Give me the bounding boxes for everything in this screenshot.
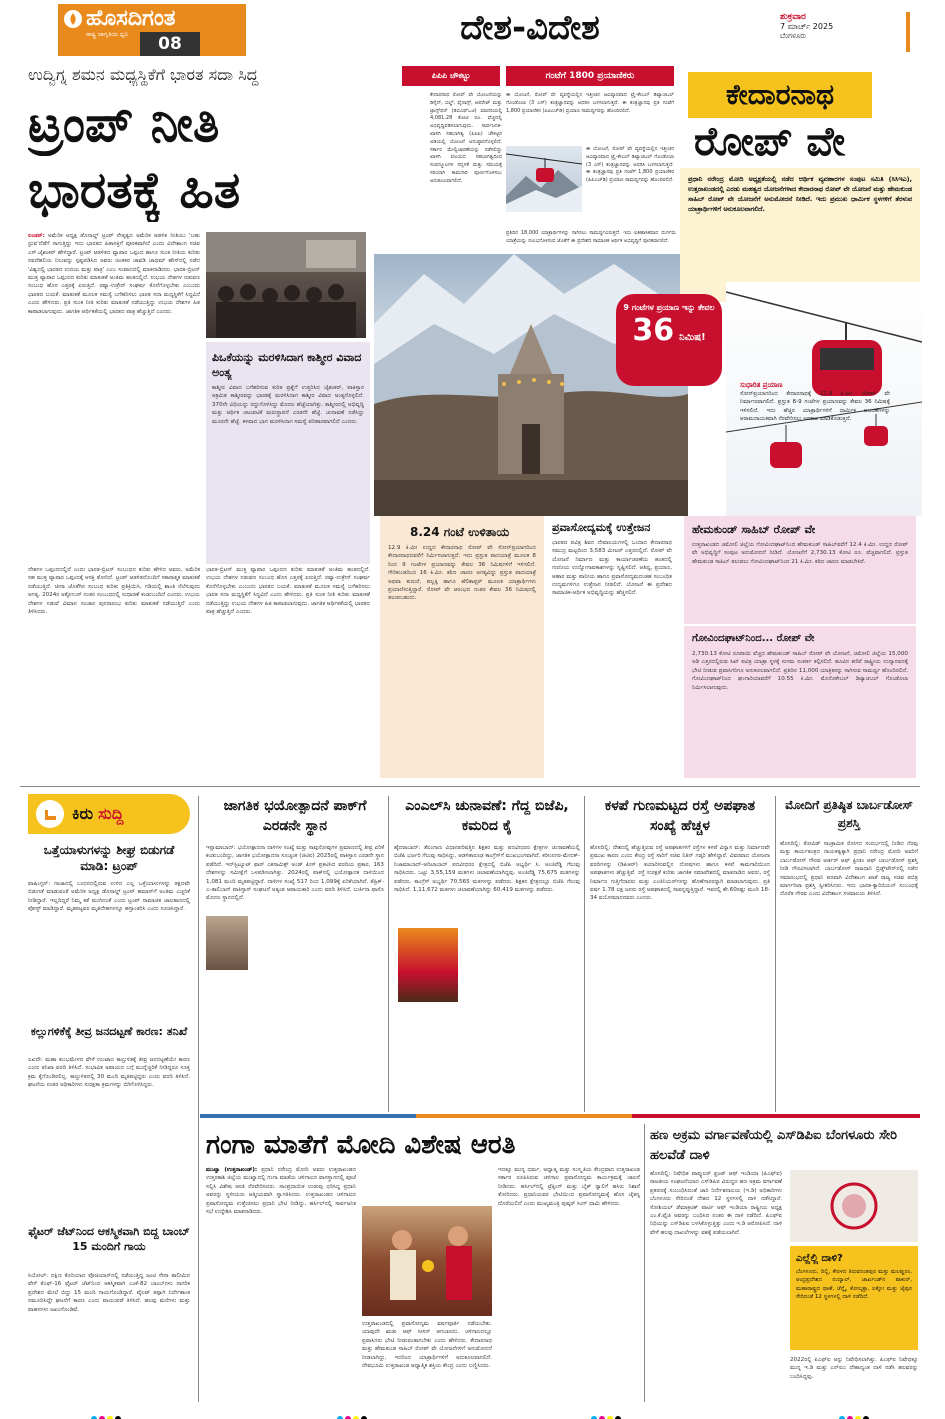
date-block: [780, 12, 910, 52]
ganga-aarti-col1: [206, 1166, 356, 1398]
lead-body-text-3: ದೇಶಗಳ ಒಪ್ಪಂದದಲ್ಲಿದೆ ಎಂದು ಭಾರತ-ಬ್ರಿಟನ್ ಸಂಬಂಧದ ಕುರಿತು ಹೇಳಿದ ಅವರು, ಅಮೆರಿಕ ಸಹ ಮುಕ್ತ ವ್ಯಾಪಾರ ಒಪ್ಪಂದಕ್ಕೆ ಆಸಕ್ತಿ ತೋರಿದೆ. ಟ್ರಂಪ್ ಆಡಳಿತದೊಂದಿಗೆ ಸಕಾರಾತ್ಮಕ ಮಾತುಕತೆ ನಡೆಯುತ್ತಿದೆ. ಚೀನಾ ಜೊತೆಗಿನ ಸಂಬಂಧ ಕುರಿತು ಪ್ರತಿಕ್ರಿಯಿಸಿ, ಗಡಿಯಲ್ಲಿ ಶಾಂತಿ ನೆಲೆಸುವುದು ಅಗತ್ಯ. 2024ರ ಅಕ್ಟೋಬರ್ ನಂತರ ಸಂಬಂಧದಲ್ಲಿ ಸುಧಾರಣೆ ಕಂಡುಬಂದಿದೆ ಎಂದರು. ಉಭಯ ದೇಶಗಳ ನಡುವೆ ವಿಮಾನ ಸಂಚಾರ ಪುನರಾರಂಭ ಕುರಿತು ಮಾತುಕತೆ ನಡೆಯುತ್ತಿದೆ ಎಂದು ತಿಳಿಸಿದರು.: [28, 567, 200, 616]
lead-body-text-4: ಭಾರತ-ಬ್ರಿಟನ್ ಮುಕ್ತ ವ್ಯಾಪಾರ ಒಪ್ಪಂದದ ಕುರಿತು ಮಾತುಕತೆ ಅಂತಿಮ ಹಂತದಲ್ಲಿದೆ. ಉಭಯ ದೇಶಗಳ ನಡುವಣ ಸಂಬಂಧ ಹೊಸ ಎತ್ತರಕ್ಕೆ ಏರುತ್ತಿದೆ. ರಷ್ಯಾ-ಉಕ್ರೇನ್ ಸಂಘರ್ಷ ಕೊನೆಗೊಳ್ಳಬೇಕು ಎಂಬುದು ಭಾರತದ ಬಯಕೆ. ಮಾತುಕತೆ ಮೂಲಕ ಸಮಸ್ಯೆ ಬಗೆಹರಿಸಲು ಭಾರತ ಸದಾ ಮಧ್ಯಸ್ಥಿಕೆಗೆ ಸಿದ್ಧವಿದೆ ಎಂದು ಹೇಳಿದರು. ಪ್ರತಿ ಸುಂಕ ನೀತಿ ಕುರಿತು ಮಾತುಕತೆ ನಡೆಯುತ್ತಿದ್ದು ಉಭಯ ದೇಶಗಳ ಹಿತ ಕಾಪಾಡಲಾಗುವುದು. ಜಾಗತಿಕ ಆರ್ಥಿಕತೆಯಲ್ಲಿ ಭಾರತದ ಪಾತ್ರ ಹೆಚ್ಚುತ್ತಿದೆ ಎಂದರು.: [206, 567, 370, 616]
bomb-body: ಸಿಯೋಲ್: ದಕ್ಷಿಣ ಕೊರಿಯಾದ ಪೊಚಿಯಾನ್‌ನಲ್ಲಿ ನಡೆಯುತ್ತಿದ್ದ ಜಂಟಿ ಸೇನಾ ತಾಲೀಮಿನ ವೇಳೆ ಕೆಎಫ್-16 ಫೈಟರ್ ಜೆಟ್‌ನಿಂದ ಆಕಸ್ಮಿಕವಾಗಿ ಎಂಕೆ-82 ಬಾಂಬ್‌ಗಳು ನಾಗರಿಕ ಪ್ರದೇಶದ ಮೇಲೆ ಬಿದ್ದು 15 ಮಂದಿ ಗಾಯಗೊಂಡಿದ್ದಾರೆ. ಪೈಲಟ್ ತಪ್ಪಾಗಿ ನಿರ್ದೇಶಾಂಕ ನಮೂದಿಸಿದ್ದೇ ಘಟನೆಗೆ ಕಾರಣ ಎಂದು ವಾಯುಪಡೆ ತಿಳಿಸಿದೆ. ಹಲವು ಮನೆಗಳು ಮತ್ತು ವಾಹನಗಳು ಜಖಂಗೊಂಡಿವೆ.: [28, 1273, 190, 1313]
ganga-aarti-headline: ಗಂಗಾ ಮಾತೆಗೆ ಮೋದಿ ವಿಶೇಷ ಆರತಿ: [206, 1130, 516, 1160]
kedarnath-headline-2: ರೋಪ್ ವೇ: [694, 119, 846, 165]
lead-body-col3: [206, 566, 370, 776]
kashmir-body: ಕಾಶ್ಮೀರ ವಿವಾದ ಬಗೆಹರಿಸುವ ಕುರಿತ ಪ್ರಶ್ನೆಗೆ ಉತ್ತರಿಸಿದ ಜೈಶಂಕರ್, ಪಾಕಿಸ್ತಾನ ಆಕ್ರಮಿತ ಕಾಶ್ಮೀರವನ್ನು ಭಾರತಕ್ಕೆ ಮರಳಿಸಿದಾಗ ಕಾಶ್ಮೀರ ವಿವಾದ ಅಂತ್ಯಗೊಳ್ಳಲಿದೆ. 370ನೇ ವಿಧಿಯನ್ನು ರದ್ದುಗೊಳಿಸಿದ್ದು ಮೊದಲ ಹೆಜ್ಜೆಯಾಗಿತ್ತು. ಕಾಶ್ಮೀರದಲ್ಲಿ ಅಭಿವೃದ್ಧಿ ಮತ್ತು ಆರ್ಥಿಕ ಚಟುವಟಿಕೆ ಮರುಸ್ಥಾಪನೆ ಎರಡನೇ ಹೆಜ್ಜೆ. ಚುನಾವಣೆ ನಡೆಸಿದ್ದು ಮೂರನೇ ಹೆಜ್ಜೆ. ಕಳವಾದ ಭಾಗ ಮರಳಿಸಿದಾಗ ಸಮಸ್ಯೆ ಪರಿಹಾರವಾಗಲಿದೆ ಎಂದರು.: [212, 385, 364, 425]
capacity-tag-label: ಗಂಟೆಗೆ 1800 ಪ್ರಯಾಣಿಕರು: [545, 71, 635, 81]
divider-col-4: [775, 796, 776, 1112]
hostages-headline: ಒತ್ತೆಯಾಳುಗಳನ್ನು ಶೀಘ್ರ ಬಿಡುಗಡೆ ಮಾಡಿ: ಟ್ರಂಪ್: [43, 843, 175, 873]
travel-time-unit: ನಿಮಿಷ!: [679, 332, 706, 343]
improved-travel-body: ಸೋನ್‌ಪ್ರಯಾಗದಿಂದ ಕೇದಾರನಾಥಕ್ಕೆ 12.9 ಕಿ.ಮೀ. ರೋಪ್ ವೇ ನಿರ್ಮಾಣವಾಗಲಿದೆ. ಪ್ರಸ್ತುತ 8-9 ಗಂಟೆಗಳ ಪ್ರಯಾಣವನ್ನು ಕೇವಲ 36 ನಿಮಿಷಕ್ಕೆ ಇಳಿಸಲಿದೆ. ಇದು ಹೆಚ್ಚಿನ ಯಾತ್ರಾರ್ಥಿಗಳಿಗೆ ಧಾರ್ಮಿಕ ಆಚರಣೆಗಳನ್ನು ಆರಾಮದಾಯಕವಾಗಿ ನೆರವೇರಿಸಲು ಅವಕಾಶ ಮಾಡಿಕೊಡುತ್ತದೆ.: [740, 391, 890, 423]
kedarnath-col2: ಈ ಯೋಜನೆ, ರೋಪ್ ವೇ ವ್ಯವಸ್ಥೆಯಲ್ಲಿನ ಇತ್ತೀಚಿನ ಆವಿಷ್ಕಾರವಾದ ಟ್ರೈ-ಕೇಬಲ್ ಡಿಟ್ಯಾಚಬಲ್ ಗೊಂಡೊಲಾ (3 ಎಸ್) ತಂತ್ರಜ್ಞಾನವನ್ನು ಆಧರಿಸಿ ಬಳಸಲಾಗುತ್ತದೆ. ಈ ತಂತ್ರಜ್ಞಾನವು ಪ್ರತಿ ಗಂಟೆಗೆ 1,800 ಪ್ರಯಾಣಿಕರ (ಪಿಪಿಎಚ್‌ಡಿ) ಪ್ರಯಾಣ ಸಾಮರ್ಥ್ಯವನ್ನು ಹೊಂದಿರಲಿದೆ.: [506, 92, 674, 114]
divider-col-5: [644, 1124, 645, 1402]
divider-col-2: [388, 796, 389, 1112]
barbados-award-headline: ಮೋದಿಗೆ ಪ್ರತಿಷ್ಠಿತ ಬಾರ್ಬಡೋಸ್ ಪ್ರಶಸ್ತಿ: [785, 798, 913, 830]
road-accident-headline: ಕಳಪೆ ಗುಣಮಟ್ಟದ ರಸ್ತೆ ಅಪಘಾತ ಸಂಖ್ಯೆ ಹೆಚ್ಚಳ: [604, 798, 756, 834]
travel-time-badge: [616, 294, 722, 386]
time-saving-body: 12.9 ಕಿ.ಮೀ ಉದ್ದದ ಕೇದಾರನಾಥ ರೋಪ್ ವೇ ಸೋನ್‌ಪ್ರಯಾಗದಿಂದ ಕೇದಾರನಾಥದವರೆಗೆ ನಿರ್ಮಿಸಲಾಗುತ್ತದೆ. ಇದು ಪ್ರಸ್ತುತ ಪಾದಯಾತ್ರೆ ಮೂಲಕ 8 ರಿಂದ 9 ಗಂಟೆಗಳ ಪ್ರಯಾಣವನ್ನು ಕೇವಲ 36 ನಿಮಿಷಗಳಿಗೆ ಇಳಿಸಲಿದೆ. ಗೌರಿಕುಂಡದಿಂದ 16 ಕಿ.ಮೀ. ಕಠಿಣ ಚಾರಣ ಅಗತ್ಯವಿದ್ದು ಪ್ರಸ್ತುತ ಪಾದಯಾತ್ರೆ ಅಥವಾ ಕುದುರೆ, ಪಲ್ಲಕ್ಕಿ ಹಾಗೂ ಹೆಲಿಕಾಪ್ಟರ್ ಮೂಲಕ ಯಾತ್ರಾರ್ಥಿಗಳು ಪ್ರಯಾಣಿಸುತ್ತಿದ್ದಾರೆ. ರೋಪ್ ವೇ ಆರಂಭದ ನಂತರ ಕೇವಲ 36 ನಿಮಿಷದಲ್ಲಿ ತಲುಪಬಹುದು.: [388, 545, 536, 602]
cable-car-photo: [506, 146, 582, 212]
travel-time-number: 36: [632, 313, 675, 348]
kedarnath-headline-1: ಕೇದಾರನಾಥ: [725, 78, 835, 111]
govindghat-box: [684, 626, 916, 778]
brief-news-label-1: ಕಿರು: [72, 804, 94, 823]
time-saving-headline: 8.24 ಗಂಟೆ ಉಳಿತಾಯ: [410, 525, 510, 539]
sdpi-raid-body-2: 2022ರಲ್ಲಿ ಪಿಎಫ್‌ಐ ಅನ್ನು ನಿಷೇಧಿಸಲಾಗಿತ್ತು. ಪಿಎಫ್‌ಐ ನಿಷೇಧಕ್ಕೂ ಮುನ್ನ ಇ.ಡಿ ಮತ್ತು ಎನ್‌ಐಎ ದೇಶಾದ್ಯಂತ ದಾಳಿ ನಡೆಸಿ ಹಲವರನ್ನು ಬಂಧಿಸಿದ್ದವು.: [790, 1357, 918, 1380]
newspaper-logo: ಹೊಸದಿಗಂತ: [86, 6, 176, 31]
terror-index-headline: ಜಾಗತಿಕ ಭಯೋತ್ಪಾದನೆ ಪಾಕ್‌ಗೆ ಎರಡನೇ ಸ್ಥಾನ: [223, 798, 367, 834]
barbados-award-body: ಹೊಸದಿಲ್ಲಿ: ಕೋವಿಡ್ ಸಾಂಕ್ರಾಮಿಕ ರೋಗದ ಸಂದರ್ಭದಲ್ಲಿ ನೀಡಿದ ನೆರವು ಮತ್ತು ಕಾರ್ಯತಂತ್ರದ ನಾಯಕತ್ವಕ್ಕಾಗಿ ಪ್ರಧಾನಿ ನರೇಂದ್ರ ಮೋದಿ ಅವರಿಗೆ ಬಾರ್ಬಡೋಸ್ ಗೌರವ ಆರ್ಡರ್ ಆಫ್ ಫ್ರೀಡಂ ಆಫ್ ಬಾರ್ಬಡೋಸ್ ಪ್ರಶಸ್ತಿ ನೀಡಿ ಗೌರವಿಸಲಾಗಿದೆ. ಬಾರ್ಬಡೋಸ್ ರಾಜಧಾನಿ ಬ್ರಿಡ್ಜ್‌ಟೌನ್‌ನಲ್ಲಿ ನಡೆದ ಸಮಾರಂಭದಲ್ಲಿ ಪ್ರಧಾನಿ ಪರವಾಗಿ ವಿದೇಶಾಂಗ ಖಾತೆ ರಾಜ್ಯ ಸಚಿವ ಪಬಿತ್ರ ಮಾರ್ಗರಿಟಾ ಪ್ರಶಸ್ತಿ ಸ್ವೀಕರಿಸಿದರು. ಇದು ಭಾರತ-ಕ್ಯಾರಿಬಿಯನ್ ಸಂಬಂಧಕ್ಕೆ ದೊರೆತ ಗೌರವ ಎಂದು ವಿದೇಶಾಂಗ ಸಚಿವಾಲಯ ತಿಳಿಸಿದೆ.: [780, 841, 918, 898]
kedarnath-intro: ಪ್ರಧಾನಿ ನರೇಂದ್ರ ಮೋದಿ ಅಧ್ಯಕ್ಷತೆಯಲ್ಲಿ ನಡೆದ ಆರ್ಥಿಕ ವ್ಯವಹಾರಗಳ ಸಂಪುಟ ಸಮಿತಿ (ಸಿಸಿಇಎ), ಉತ್ತರಾಖಂಡದಲ್ಲಿ ಎರಡು ಮಹತ್ವದ ಯೋಜನೆಗಳಾದ ಕೇದಾರನಾಥ ರೋಪ್ ವೇ ಯೋಜನೆ ಮತ್ತು ಹೇಮಕುಂಡ ಸಾಹಿಬ್ ರೋಪ್ ವೇ ಯೋಜನೆಗೆ ಅನುಮೋದನೆ ನೀಡಿದೆ. ಇದು ಪ್ರಮುಖ ಧಾರ್ಮಿಕ ಸ್ಥಳಗಳಿಗೆ ತೆರಳುವ ಯಾತ್ರಾರ್ಥಿಗಳಿಗೆ ಅನುಕೂಲವಾಗಲಿದೆ.: [688, 175, 912, 213]
ppp-tag: [402, 66, 500, 86]
kedarnath-col1: ಕೇದಾರನಾಥ ರೋಪ್ ವೇ ಯೋಜನೆಯನ್ನು ಡಿಸೈನ್, ಬಿಲ್ಡ್, ಫೈನಾನ್ಸ್, ಆಪರೇಟ್ ಮತ್ತು ಟ್ರಾನ್ಸ್‌ಫರ್ (ಡಿಬಿಎಫ್‌ಒಟಿ) ಮಾದರಿಯಲ್ಲಿ 4,081.28 ಕೋಟಿ ರೂ. ವೆಚ್ಚದಲ್ಲಿ ಅಭಿವೃದ್ಧಿಪಡಿಸಲಾಗುವುದು. ಸಾರ್ವಜನಿಕ-ಖಾಸಗಿ ಸಹಭಾಗಿತ್ವ (ಪಿಪಿಪಿ) ಚೌಕಟ್ಟಿನ ಅಡಿಯಲ್ಲಿ ಯೋಜನೆ ಅನುಷ್ಠಾನಗೊಳ್ಳಲಿದೆ. ಸರ್ಕಾರ ಮೇಲ್ವಿಚಾರಣೆಯನ್ನು ನಡೆಸಲಿದ್ದು ಖಾಸಗಿ ವಲಯದ ಸಹಭಾಗಿತ್ವದಿಂದ ಸಂಪನ್ಮೂಲಗಳ ಸದ್ಬಳಕೆ ಮತ್ತು ಸಮಯಕ್ಕೆ ಸರಿಯಾಗಿ ಕಾಮಗಾರಿ ಪೂರ್ಣಗೊಳಿಸಲು ಅನುಕೂಲವಾಗಲಿದೆ.: [430, 92, 502, 184]
terror-index-body: ಇಸ್ಲಾಮಾಬಾದ್: ಭಯೋತ್ಪಾದನಾ ದಾಳಿಗಳ ಸಂಖ್ಯೆ ಮತ್ತು ಸಾವುನೋವುಗಳ ಪ್ರಮಾಣದಲ್ಲಿ ತೀವ್ರ ಏರಿಕೆ ಕಂಡುಬಂದಿದ್ದು, ಜಾಗತಿಕ ಭಯೋತ್ಪಾದನಾ ಸೂಚ್ಯಂಕ (ಜಿಟಿಐ) 2025ರಲ್ಲಿ ಪಾಕಿಸ್ತಾನ ಎರಡನೇ ಸ್ಥಾನ ಪಡೆದಿದೆ. ಇನ್‌ಸ್ಟಿಟ್ಯೂಟ್ ಫಾರ್ ಎಕನಾಮಿಕ್ಸ್ ಅಂಡ್ ಪೀಸ್ ಪ್ರಕಟಿಸಿದ ವರದಿಯ ಪ್ರಕಾರ, 163 ದೇಶಗಳನ್ನು ಸಮೀಕ್ಷೆಗೆ ಒಳಪಡಿಸಲಾಗಿತ್ತು. 2024ರಲ್ಲಿ ಪಾಕ್‌ನಲ್ಲಿ ಭಯೋತ್ಪಾದಕ ದಾಳಿಯಿಂದ 1,081 ಮಂದಿ ಮೃತಪಟ್ಟಿದ್ದಾರೆ. ದಾಳಿಗಳ ಸಂಖ್ಯೆ 517 ರಿಂದ 1,099ಕ್ಕೆ ಏರಿಕೆಯಾಗಿದೆ. ತೆಹ್ರಿಕ್-ಎ-ತಾಲಿಬಾನ್ ಪಾಕಿಸ್ತಾನ್ ಸಂಘಟನೆ ಅತ್ಯಂತ ಅಪಾಯಕಾರಿ ಎಂದು ವರದಿ ತಿಳಿಸಿದೆ. ಬುರ್ಕಿನಾ ಫಾಸೊ ಮೊದಲ ಸ್ಥಾನದಲ್ಲಿದೆ.: [206, 845, 384, 902]
lead-body-text-1: ಅಮೆರಿಕ ಅಧ್ಯಕ್ಷ ಡೊನಾಲ್ಡ್ ಟ್ರಂಪ್ ನೇತೃತ್ವದ ಅಮೆರಿಕ ಆಡಳಿತ ನೀತಿಯು 'ಬಹು ಧ್ರುವ'ದೆಡೆಗೆ ಸಾಗುತ್ತಿದ್ದು ಇದು ಭಾರತದ ಹಿತಾಸಕ್ತಿಗೆ ಪೂರಕವಾಗಿದೆ ಎಂದು ವಿದೇಶಾಂಗ ಸಚಿವ ಎಸ್.ಜೈಶಂಕರ್ ಹೇಳಿದ್ದಾರೆ. ಟ್ರಂಪ್ ಆಡಳಿತದ ವ್ಯಾಪಾರ ಒಪ್ಪಂದ ಹಾಗೂ ಸುಂಕ ನೀತಿಯ ಕುರಿತು ನವದೆಹಲಿಯ ನಿಲುವನ್ನು ಸ್ಪಷ್ಟಪಡಿಸಿದ ಅವರು ಚಿಂತಕರ ಚಾವಡಿ ಚಾಥಮ್ ಹೌಸ್‌ನಲ್ಲಿ ನಡೆದ 'ವಿಶ್ವದಲ್ಲಿ ಭಾರತದ ಉದಯ ಮತ್ತು ಪಾತ್ರ' ಎಂಬ ಸಂವಾದದಲ್ಲಿ ಮಾತನಾಡಿದರು.: [28, 233, 200, 273]
page-number-block: [140, 32, 200, 56]
lead-dateline: ಲಂಡನ್:: [28, 233, 45, 239]
brief-news-banner: [28, 794, 190, 834]
travel-time-badge-top: 9 ಗಂಟೆಗಳ ಪ್ರಯಾಣ ಇನ್ನು ಕೇವಲ: [623, 303, 715, 312]
ganga-body-1: ಪ್ರಧಾನಿ ನರೇಂದ್ರ ಮೋದಿ ಅವರು ಉತ್ತರಾಖಂಡದ ಉತ್ತರಕಾಶಿ ಜಿಲ್ಲೆಯ ಮುಖ್ವಾದಲ್ಲಿ ಗಂಗಾ ಮಾತೆಯ ಚಳಿಗಾಲದ ವಾಸಸ್ಥಾನದಲ್ಲಿ ಪೂಜೆ ಸಲ್ಲಿಸಿ ವಿಶೇಷ ಆರತಿ ನೆರವೇರಿಸಿದರು. ಸಾಂಪ್ರದಾಯಿಕ ಉಡುಪು ಧರಿಸಿದ್ದ ಪ್ರಧಾನಿ ಅವರನ್ನು ಸ್ಥಳೀಯರು ಆತ್ಮೀಯವಾಗಿ ಸ್ವಾಗತಿಸಿದರು. ಉತ್ತರಾಖಂಡದ ಚಳಿಗಾಲದ ಪ್ರವಾಸೋದ್ಯಮ ಉತ್ತೇಜಿಸಲು ಪ್ರಧಾನಿ ಭೇಟಿ ನೀಡಿದ್ದು, ಹರ್ಸಿಲ್‌ನಲ್ಲಿ ಸಾರ್ವಜನಿಕ ಸಭೆ ಉದ್ದೇಶಿಸಿ ಮಾತನಾಡಿದರು.: [206, 1167, 356, 1216]
modi-aarti-photo: [362, 1206, 492, 1316]
sdpi-raid-body: ಹೊಸದಿಲ್ಲಿ: ನಿಷೇಧಿತ ಪಾಪ್ಯುಲರ್ ಫ್ರಂಟ್ ಆಫ್ ಇಂಡಿಯಾ (ಪಿಎಫ್‌ಐ) ರಾಜಕೀಯ ಸಂಘಟನೆಯಾದ ಎಸ್‌ಡಿಪಿಐ ವಿರುದ್ಧದ ಹಣ ಅಕ್ರಮ ವರ್ಗಾವಣೆ ಪ್ರಕರಣಕ್ಕೆ ಸಂಬಂಧಿಸಿದಂತೆ ಜಾರಿ ನಿರ್ದೇಶನಾಲಯ (ಇ.ಡಿ) ಅಧಿಕಾರಿಗಳು ಬೆಂಗಳೂರು ಸೇರಿದಂತೆ ದೇಶದ 12 ಸ್ಥಳಗಳಲ್ಲಿ ದಾಳಿ ನಡೆಸಿದ್ದಾರೆ. ಸೋಶಿಯಲ್ ಡೆಮಾಕ್ರಟಿಕ್ ಪಾರ್ಟಿ ಆಫ್ ಇಂಡಿಯಾ ರಾಷ್ಟ್ರೀಯ ಅಧ್ಯಕ್ಷ ಎಂ.ಕೆ.ಫೈಜಿ ಅವರನ್ನು ಬಂಧಿಸಿದ ನಂತರ ಈ ದಾಳಿ ನಡೆದಿದೆ. ಪಿಎಫ್‌ಐ ನಿಧಿಯನ್ನು ಎಸ್‌ಡಿಪಿಐ ಬಳಸಿಕೊಳ್ಳುತ್ತಿತ್ತು ಎಂದು ಇ.ಡಿ ಆರೋಪಿಸಿದೆ. ದಾಳಿ ವೇಳೆ ಹಲವು ದಾಖಲೆಗಳನ್ನು ವಶಕ್ಕೆ ಪಡೆಯಲಾಗಿದೆ.: [650, 1171, 782, 1236]
mlc-election-headline: ಎಂಎಲ್‌ಸಿ ಚುನಾವಣೆ: ಗೆದ್ದ ಬಿಜೆಪಿ, ಕಮರಿದ ಕೈ: [405, 798, 569, 834]
hostages-body: ವಾಷಿಂಗ್ಟನ್: ಗಾಜಾದಲ್ಲಿ ಬಂಧನದಲ್ಲಿರುವ ಉಳಿದ ಎಲ್ಲ ಒತ್ತೆಯಾಳುಗಳನ್ನು ತಕ್ಷಣವೇ ಬಿಡುಗಡೆ ಮಾಡುವಂತೆ ಅಮೆರಿಕ ಅಧ್ಯಕ್ಷ ಡೊನಾಲ್ಡ್ ಟ್ರಂಪ್ ಹಮಾಸ್‌ಗೆ ಅಂತಿಮ ಎಚ್ಚರಿಕೆ ನೀಡಿದ್ದಾರೆ. ಇಲ್ಲದಿದ್ದರೆ ನಿಮ್ಮ ಕತೆ ಮುಗಿದಂತೆ ಎಂದು ಟ್ರಂಪ್ ಸಾಮಾಜಿಕ ಜಾಲತಾಣದಲ್ಲಿ ಪೋಸ್ಟ್ ಮಾಡಿದ್ದಾರೆ. ಮೃತಪಟ್ಟವರ ಮೃತದೇಹಗಳನ್ನೂ ಹಸ್ತಾಂತರಿಸಿ ಎಂದು ಸೂಚಿಸಿದ್ದಾರೆ.: [28, 881, 190, 913]
govindghat-body: 2,730.13 ಕೋಟಿ ರೂಪಾಯಿ ವೆಚ್ಚದ ಹೇಮಕುಂಡ್ ಸಾಹಿಬ್ ರೋಪ್ ವೇ ಯೋಜನೆ, ಚಮೋಲಿ ಜಿಲ್ಲೆಯ 15,000 ಅಡಿ ಎತ್ತರದಲ್ಲಿರುವ ಸಿಖ್ ಪವಿತ್ರ ಯಾತ್ರಾ ಸ್ಥಳಕ್ಕೆ ಸುಗಮ ಸಂಪರ್ಕ ಕಲ್ಪಿಸಲಿದೆ. ಹೂವಿನ ಕಣಿವೆ ರಾಷ್ಟ್ರೀಯ ಉದ್ಯಾನವನಕ್ಕೆ ಭೇಟಿ ನೀಡುವ ಪ್ರವಾಸಿಗರಿಗೂ ಅನುಕೂಲವಾಗಲಿದೆ. ಪ್ರತಿದಿನ 11,000 ಯಾತ್ರಿಕರನ್ನು ಸಾಗಿಸುವ ಸಾಮರ್ಥ್ಯ ಹೊಂದಿರಲಿದೆ. ಗೋವಿಂದಘಾಟ್‌ನಿಂದ ಘಂಗಾರಿಯಾವರೆಗೆ 10.55 ಕಿ.ಮೀ. ಮೊನೊಕೇಬಲ್ ಡಿಟ್ಯಾಚಬಲ್ ಗೊಂಡೊಲಾ ನಿರ್ಮಿಸಲಾಗುವುದು.: [692, 651, 908, 691]
tourism-body: ಭಾರತದ ಪವಿತ್ರ ಶಿವನ ದೇವಾಲಯಗಳಲ್ಲಿ ಒಂದಾದ ಕೇದಾರನಾಥ ಸಮುದ್ರ ಮಟ್ಟದಿಂದ 3,583 ಮೀಟರ್ ಎತ್ತರದಲ್ಲಿದೆ. ರೋಪ್ ವೇ ಯೋಜನೆ ನಿರ್ಮಾಣ ಮತ್ತು ಕಾರ್ಯಾಚರಣೆಯ ಹಂತದಲ್ಲಿ ಗಣನೀಯ ಉದ್ಯೋಗಾವಕಾಶಗಳನ್ನು ಸೃಷ್ಟಿಸಲಿದೆ. ಆತಿಥ್ಯ, ಪ್ರಯಾಣ, ಆಹಾರ ಮತ್ತು ಪಾನೀಯ ಹಾಗೂ ಪ್ರವಾಸೋದ್ಯಮದಂತಹ ಸಂಬಂಧಿತ ಉದ್ಯಮಗಳಿಗೂ ಉತ್ತೇಜನ ನೀಡಲಿದೆ. ಯೋಜನೆ ಈ ಪ್ರದೇಶದ ಸಾಮಾಜಿಕ-ಆರ್ಥಿಕ ಅಭಿವೃದ್ಧಿಯನ್ನು ಹೆಚ್ಚಿಸಲಿದೆ.: [552, 540, 672, 597]
sdpi-raid-headline: ಹಣ ಅಕ್ರಮ ವರ್ಗಾವಣೆಯಲ್ಲಿ ಎಸ್‌ಡಿಪಿಐ ಬೆಂಗಳೂರು ಸೇರಿ ಹಲವೆಡೆ ದಾಳಿ: [650, 1128, 898, 1163]
lead-kicker: ಉದ್ವಿಗ್ನ ಶಮನ ಮಧ್ಯಸ್ಥಿಕೆಗೆ ಭಾರತ ಸದಾ ಸಿದ್ಧ: [28, 65, 259, 84]
print-registration-marks: [90, 1408, 870, 1416]
hemkund-box: [684, 516, 916, 624]
raid-locations-box: [790, 1246, 918, 1350]
tourism-headline: ಪ್ರವಾಸೋದ್ಯಮಕ್ಕೆ ಉತ್ತೇಜನ: [552, 521, 651, 534]
jaishankar-photo: [206, 232, 366, 338]
hand-icon: [36, 800, 64, 828]
brief-news-label-2: ಸುದ್ದಿ: [98, 804, 124, 823]
divider-mid: [20, 786, 920, 787]
kedarnath-col3: ಈ ಯೋಜನೆ, ರೋಪ್ ವೇ ವ್ಯವಸ್ಥೆಯಲ್ಲಿನ ಇತ್ತೀಚಿನ ಆವಿಷ್ಕಾರವಾದ ಟ್ರೈ-ಕೇಬಲ್ ಡಿಟ್ಯಾಚಬಲ್ ಗೊಂಡೊಲಾ (3 ಎಸ್) ತಂತ್ರಜ್ಞಾನವನ್ನು ಆಧರಿಸಿ ಬಳಸಲಾಗುತ್ತದೆ. ಈ ತಂತ್ರಜ್ಞಾನವು ಪ್ರತಿ ಗಂಟೆಗೆ 1,800 ಪ್ರಯಾಣಿಕರ (ಪಿಪಿಎಚ್‌ಡಿ) ಪ್ರಯಾಣ ಸಾಮರ್ಥ್ಯವನ್ನು ಹೊಂದಿರಲಿದೆ.: [586, 146, 674, 184]
newspaper-tagline: ರಾಷ್ಟ್ರ ಜಾಗೃತಿಯ ಧ್ವನಿ: [86, 31, 129, 38]
flame-icon: [64, 10, 82, 28]
stampede-headline: ಕಲ್ಲುಗಳಿಕೆಕ್ಕೆ ತೀವ್ರ ಜನದಟ್ಟಣೆ ಕಾರಣ: ತನಿಖೆ: [30, 1025, 188, 1038]
improved-travel-heading: ಸುಧಾರಿತ ಪ್ರಯಾಣ: [740, 381, 783, 389]
hemkund-headline: ಹೇಮಕುಂಡ್ ಸಾಹಿಬ್ ರೋಪ್ ವೇ: [692, 523, 816, 536]
divider-col-1: [198, 796, 199, 1402]
road-accident-body: ಹೊಸದಿಲ್ಲಿ: ದೇಶದಲ್ಲಿ ಹೆಚ್ಚುತ್ತಿರುವ ರಸ್ತೆ ಅಪಘಾತಗಳಿಗೆ ರಸ್ತೆಗಳ ಕಳಪೆ ವಿನ್ಯಾಸ ಮತ್ತು ನಿರ್ಮಾಣವೇ ಪ್ರಮುಖ ಕಾರಣ ಎಂದು ಕೇಂದ್ರ ರಸ್ತೆ ಸಾರಿಗೆ ಸಚಿವ ನಿತಿನ್ ಗಡ್ಕರಿ ಹೇಳಿದ್ದಾರೆ. ವಿವರವಾದ ಯೋಜನಾ ವರದಿಗಳನ್ನು (ಡಿಪಿಆರ್) ತಯಾರಿಸುವಲ್ಲಿನ ದೋಷಗಳು ಹಾಗೂ ಕಳಪೆ ಕಾಮಗಾರಿಯಿಂದ ಅಪಘಾತಗಳು ಹೆಚ್ಚುತ್ತಿವೆ. ರಸ್ತೆ ಸುರಕ್ಷತೆ ಕುರಿತು ಜಾಗತಿಕ ಸಮಾವೇಶದಲ್ಲಿ ಮಾತನಾಡಿದ ಅವರು, ರಸ್ತೆ ನಿರ್ಮಾಣ ಗುತ್ತಿಗೆದಾರರು ಮತ್ತು ಎಂಜಿನಿಯರ್‌ಗಳನ್ನು ಹೊಣೆಗಾರರನ್ನಾಗಿ ಮಾಡಲಾಗುವುದು. ಪ್ರತಿ ವರ್ಷ 1.78 ಲಕ್ಷ ಜನರು ರಸ್ತೆ ಅಪಘಾತದಲ್ಲಿ ಸಾವನ್ನಪ್ಪುತ್ತಿದ್ದಾರೆ. ಇವರಲ್ಲಿ ಶೇ.60ರಷ್ಟು ಮಂದಿ 18-34 ವಯೋಮಾನದವರು ಎಂದರು.: [590, 845, 770, 902]
tourism-box: [546, 516, 678, 778]
lead-headline-2: ಭಾರತಕ್ಕೆ ಹಿತ: [28, 161, 241, 219]
raid-locations-headline: ಎಲ್ಲೆಲ್ಲಿ ದಾಳಿ?: [796, 1253, 843, 1264]
kashmir-headline: ಪಿಒಕೆಯನ್ನು ಮರಳಿಸಿದಾಗ ಕಾಶ್ಮೀರ ವಿವಾದ ಅಂತ್ಯ: [212, 351, 362, 379]
stampede-body: ಲಖನೌ: ಮಹಾ ಕುಂಭಮೇಳದ ವೇಳೆ ಉಂಟಾದ ಕಾಲ್ತುಳಿತಕ್ಕೆ ತೀವ್ರ ಜನದಟ್ಟಣೆಯೇ ಕಾರಣ ಎಂದು ತನಿಖಾ ವರದಿ ತಿಳಿಸಿದೆ. ಸಂಭಾವಿತ ಅಪಾಯದ ಬಗ್ಗೆ ಮುನ್ನೆಚ್ಚರಿಕೆ ನೀಡಿದ್ದರೂ ಸೂಕ್ತ ಕ್ರಮ ಕೈಗೊಂಡಿರಲಿಲ್ಲ. ಕಾಲ್ತುಳಿತದಲ್ಲಿ 30 ಮಂದಿ ಮೃತಪಟ್ಟಿದ್ದರು ಎಂದು ವರದಿ ತಿಳಿಸಿದೆ. ಘಟನೆಯ ನಂತರ ಅಧಿಕಾರಿಗಳು ಸುರಕ್ಷತಾ ಕ್ರಮಗಳನ್ನು ಬಿಗಿಗೊಳಿಸಿದ್ದರು.: [28, 1057, 190, 1089]
kedarnath-headline-box: [688, 72, 872, 118]
kedarnath-bottom-text: ಪ್ರತಿದಿನ 18,000 ಯಾತ್ರಾರ್ಥಿಗಳನ್ನು ಸಾಗಿಸಲು ಸಾಮರ್ಥ್ಯವಿರುತ್ತದೆ. ಇದು ಐತಿಹಾಸಿಕವಾದ ದುರ್ಗಮ ಯಾತ್ರೆಯನ್ನು ಸುಲಭಗೊಳಿಸುವ ಜೊತೆಗೆ ಈ ಪ್ರದೇಶದ ಸಾಮಾಜಿಕ ಆರ್ಥಿಕ ಅಭಿವೃದ್ಧಿಗೆ ಪೂರಕವಾಗಲಿದೆ.: [506, 230, 676, 244]
kashmir-box: [206, 342, 370, 564]
divider-col-3: [584, 796, 585, 1112]
color-band: [200, 1114, 920, 1118]
capacity-tag: [506, 66, 674, 86]
ed-logo-photo: [790, 1170, 918, 1242]
ganga-aarti-col2: ಉತ್ತರಾಖಂಡದಲ್ಲಿ ಪ್ರವಾಸೋದ್ಯಮ ವರ್ಷಪೂರ್ತಿ ನಡೆಯಬೇಕು. ಯಾವುದೇ ಋತು ಆಫ್ ಸೀಸನ್ ಆಗಬಾರದು. ಚಳಿಗಾಲದಲ್ಲೂ ಪ್ರವಾಸಿಗರು ಭೇಟಿ ನೀಡುವಂತಾಗಬೇಕು ಎಂದು ಹೇಳಿದರು. ಕೇದಾರನಾಥ ಮತ್ತು ಹೇಮಕುಂಡ ಸಾಹಿಬ್ ರೋಪ್ ವೇ ಯೋಜನೆಗಳಿಗೆ ಅನುಮೋದನೆ ನೀಡಲಾಗಿದ್ದು, ಇದರಿಂದ ಯಾತ್ರಾರ್ಥಿಗಳಿಗೆ ಅನುಕೂಲವಾಗಲಿದೆ. ದೇವಭೂಮಿ ಉತ್ತರಾಖಂಡ ಆಧ್ಯಾತ್ಮಿಕ ಶಕ್ತಿಯ ಕೇಂದ್ರ ಎಂದು ಬಣ್ಣಿಸಿದರು.: [362, 1321, 492, 1370]
mlc-election-body: ಹೈದರಾಬಾದ್: ತೆಲಂಗಾಣ ವಿಧಾನಪರಿಷತ್ತಿನ ಶಿಕ್ಷಕರ ಮತ್ತು ಪದವೀಧರರ ಕ್ಷೇತ್ರಗಳ ಚುನಾವಣೆಯಲ್ಲಿ ಬಿಜೆಪಿ ಭರ್ಜರಿ ಗೆಲುವು ಸಾಧಿಸಿದ್ದು, ಆಡಳಿತಾರೂಢ ಕಾಂಗ್ರೆಸ್‌ಗೆ ಮುಖಭಂಗವಾಗಿದೆ. ಕರೀಂನಗರ-ಮೇದಕ್-ನಿಜಾಮಾಬಾದ್-ಆದಿಲಾಬಾದ್ ಪದವೀಧರರ ಕ್ಷೇತ್ರದಲ್ಲಿ ಬಿಜೆಪಿ ಅಭ್ಯರ್ಥಿ ಸಿ. ಅಂಜಿರೆಡ್ಡಿ ಗೆಲುವು ಸಾಧಿಸಿದರು. ಒಟ್ಟು 3,55,159 ಮತಗಳು ಚಲಾವಣೆಯಾಗಿದ್ದವು. ಅಂಜಿರೆಡ್ಡಿ 75,675 ಮತಗಳನ್ನು ಪಡೆದರು. ಕಾಂಗ್ರೆಸ್ ಅಭ್ಯರ್ಥಿ 70,565 ಮತಗಳನ್ನು ಪಡೆದರು. ಶಿಕ್ಷಕರ ಕ್ಷೇತ್ರದಲ್ಲೂ ಬಿಜೆಪಿ ಗೆಲುವು ಸಾಧಿಸಿದೆ. 1,11,672 ಮತಗಳು ಚಲಾವಣೆಯಾಗಿದ್ದು 60,419 ಮತಗಳನ್ನು ಪಡೆದರು.: [394, 845, 580, 894]
lead-body-text-2: ಭಾರತ-ಬ್ರಿಟನ್ ಮುಕ್ತ ವ್ಯಾಪಾರ ಒಪ್ಪಂದದ ಕುರಿತು ಮಾತುಕತೆ ಅಂತಿಮ ಹಂತದಲ್ಲಿದೆ. ಉಭಯ ದೇಶಗಳ ನಡುವಣ ಸಂಬಂಧ ಹೊಸ ಎತ್ತರಕ್ಕೆ ಏರುತ್ತಿದೆ. ರಷ್ಯಾ-ಉಕ್ರೇನ್ ಸಂಘರ್ಷ ಕೊನೆಗೊಳ್ಳಬೇಕು ಎಂಬುದು ಭಾರತದ ಬಯಕೆ. ಮಾತುಕತೆ ಮೂಲಕ ಸಮಸ್ಯೆ ಬಗೆಹರಿಸಲು ಭಾರತ ಸದಾ ಮಧ್ಯಸ್ಥಿಕೆಗೆ ಸಿದ್ಧವಿದೆ ಎಂದು ಹೇಳಿದರು. ಪ್ರತಿ ಸುಂಕ ನೀತಿ ಕುರಿತು ಮಾತುಕತೆ ನಡೆಯುತ್ತಿದ್ದು ಉಭಯ ದೇಶಗಳ ಹಿತ ಕಾಪಾಡಲಾಗುವುದು. ಜಾಗತಿಕ ಆರ್ಥಿಕತೆಯಲ್ಲಿ ಭಾರತದ ಪಾತ್ರ ಹೆಚ್ಚುತ್ತಿದೆ ಎಂದರು.: [28, 266, 200, 315]
ganga-dateline: ಮುಖ್ವಾ (ಉತ್ತರಾಖಂಡ್):: [206, 1167, 258, 1173]
bomb-headline: ಫೈಟರ್ ಜೆಟ್‌ನಿಂದ ಆಕಸ್ಮಿಕವಾಗಿ ಬಿದ್ದ ಬಾಂಬ್ 15 ಮಂದಿಗೆ ಗಾಯ: [28, 1225, 190, 1253]
section-title: ದೇಶ-ವಿದೇಶ: [460, 8, 600, 48]
edition-city: ಬೆಂಗಳೂರು: [780, 32, 807, 40]
issue-date: 7 ಮಾರ್ಚ್ 2025: [780, 22, 834, 31]
improved-travel-info: [740, 380, 890, 508]
lead-body-col2: [28, 566, 200, 776]
lead-body-col1: [28, 232, 200, 562]
ppp-tag-label: ಪಿಪಿಪಿ ಚೌಕಟ್ಟು: [431, 71, 471, 80]
page-number: 08: [158, 34, 182, 54]
raid-locations-body: ಬೆಂಗಳೂರು, ದಿಲ್ಲಿ, ಕೇರಳದ ತಿರುವನಂತಪುರ ಮತ್ತು ಮಲಪ್ಪುರಂ, ಆಂಧ್ರಪ್ರದೇಶದ ನಂದ್ಯಾಲ್, ಜಾರ್ಖಂಡ್‌ನ ಪಾಕುರ್, ಮಹಾರಾಷ್ಟ್ರದ ಥಾಣೆ, ಚೆನ್ನೈ, ಕೋಲ್ಕತ್ತಾ, ಲಕ್ನೋ ಮತ್ತು ಜೈಪುರ ಸೇರಿದಂತೆ 12 ಸ್ಥಳಗಳಲ್ಲಿ ದಾಳಿ ನಡೆದಿದೆ.: [796, 1269, 912, 1301]
weekday: ಶುಕ್ರವಾರ: [780, 12, 806, 22]
lead-headline-1: ಟ್ರಂಪ್ ನೀತಿ: [28, 95, 220, 153]
govindghat-headline: ಗೋವಿಂದಘಾಟ್‌ನಿಂದ... ರೋಪ್ ವೇ: [692, 633, 815, 644]
time-saving-box: [380, 516, 544, 778]
ganga-aarti-col3: ಇದಕ್ಕೂ ಮುನ್ನ ಧರ್ಮ, ಆಧ್ಯಾತ್ಮ ಮತ್ತು ಸಂಸ್ಕೃತಿಯ ಕೇಂದ್ರವಾದ ಉತ್ತರಾಖಂಡ ಸರ್ಕಾರ ರೂಪಿಸಿರುವ ಚಳಿಗಾಲ ಪ್ರವಾಸೋದ್ಯಮ ಕಾರ್ಯಕ್ರಮಕ್ಕೆ ಚಾಲನೆ ನೀಡಿದರು. ಹರ್ಸಿಲ್‌ನಲ್ಲಿ ಟ್ರೆಕ್ಕಿಂಗ್ ಮತ್ತು ಬೈಕ್ ರ‍್ಯಾಲಿಗೆ ಹಸಿರು ನಿಶಾನೆ ತೋರಿದರು. ಪ್ರಧಾನಿಯವರ ಭೇಟಿಯಿಂದ ಪ್ರವಾಸೋದ್ಯಮಕ್ಕೆ ಹೊಸ ಚೈತನ್ಯ ದೊರೆಯಲಿದೆ ಎಂದು ಮುಖ್ಯಮಂತ್ರಿ ಪುಷ್ಕರ್ ಸಿಂಗ್ ಧಾಮಿ ಹೇಳಿದರು.: [498, 1167, 640, 1207]
hemkund-body: ಉತ್ತರಾಖಂಡದ ಚಮೋಲಿ ಜಿಲ್ಲೆಯ ಗೋವಿಂದಘಾಟ್‌ನಿಂದ ಹೇಮಕುಂಡ್ ಸಾಹಿಬ್‌ವರೆಗೆ 12.4 ಕಿ.ಮೀ. ಉದ್ದದ ರೋಪ್ ವೇ ಅಭಿವೃದ್ಧಿಗೆ ಸಂಪುಟ ಅನುಮೋದನೆ ನೀಡಿದೆ. ಯೋಜನೆಗೆ 2,730.13 ಕೋಟಿ ರೂ. ವೆಚ್ಚವಾಗಲಿದೆ. ಪ್ರಸ್ತುತ ಹೇಮಕುಂಡ ಸಾಹಿಬ್ ತಲುಪಲು ಗೋವಿಂದಘಾಟ್‌ನಿಂದ 21 ಕಿ.ಮೀ. ಕಠಿಣ ಚಾರಣ ಮಾಡಬೇಕಿದೆ.: [692, 542, 908, 565]
